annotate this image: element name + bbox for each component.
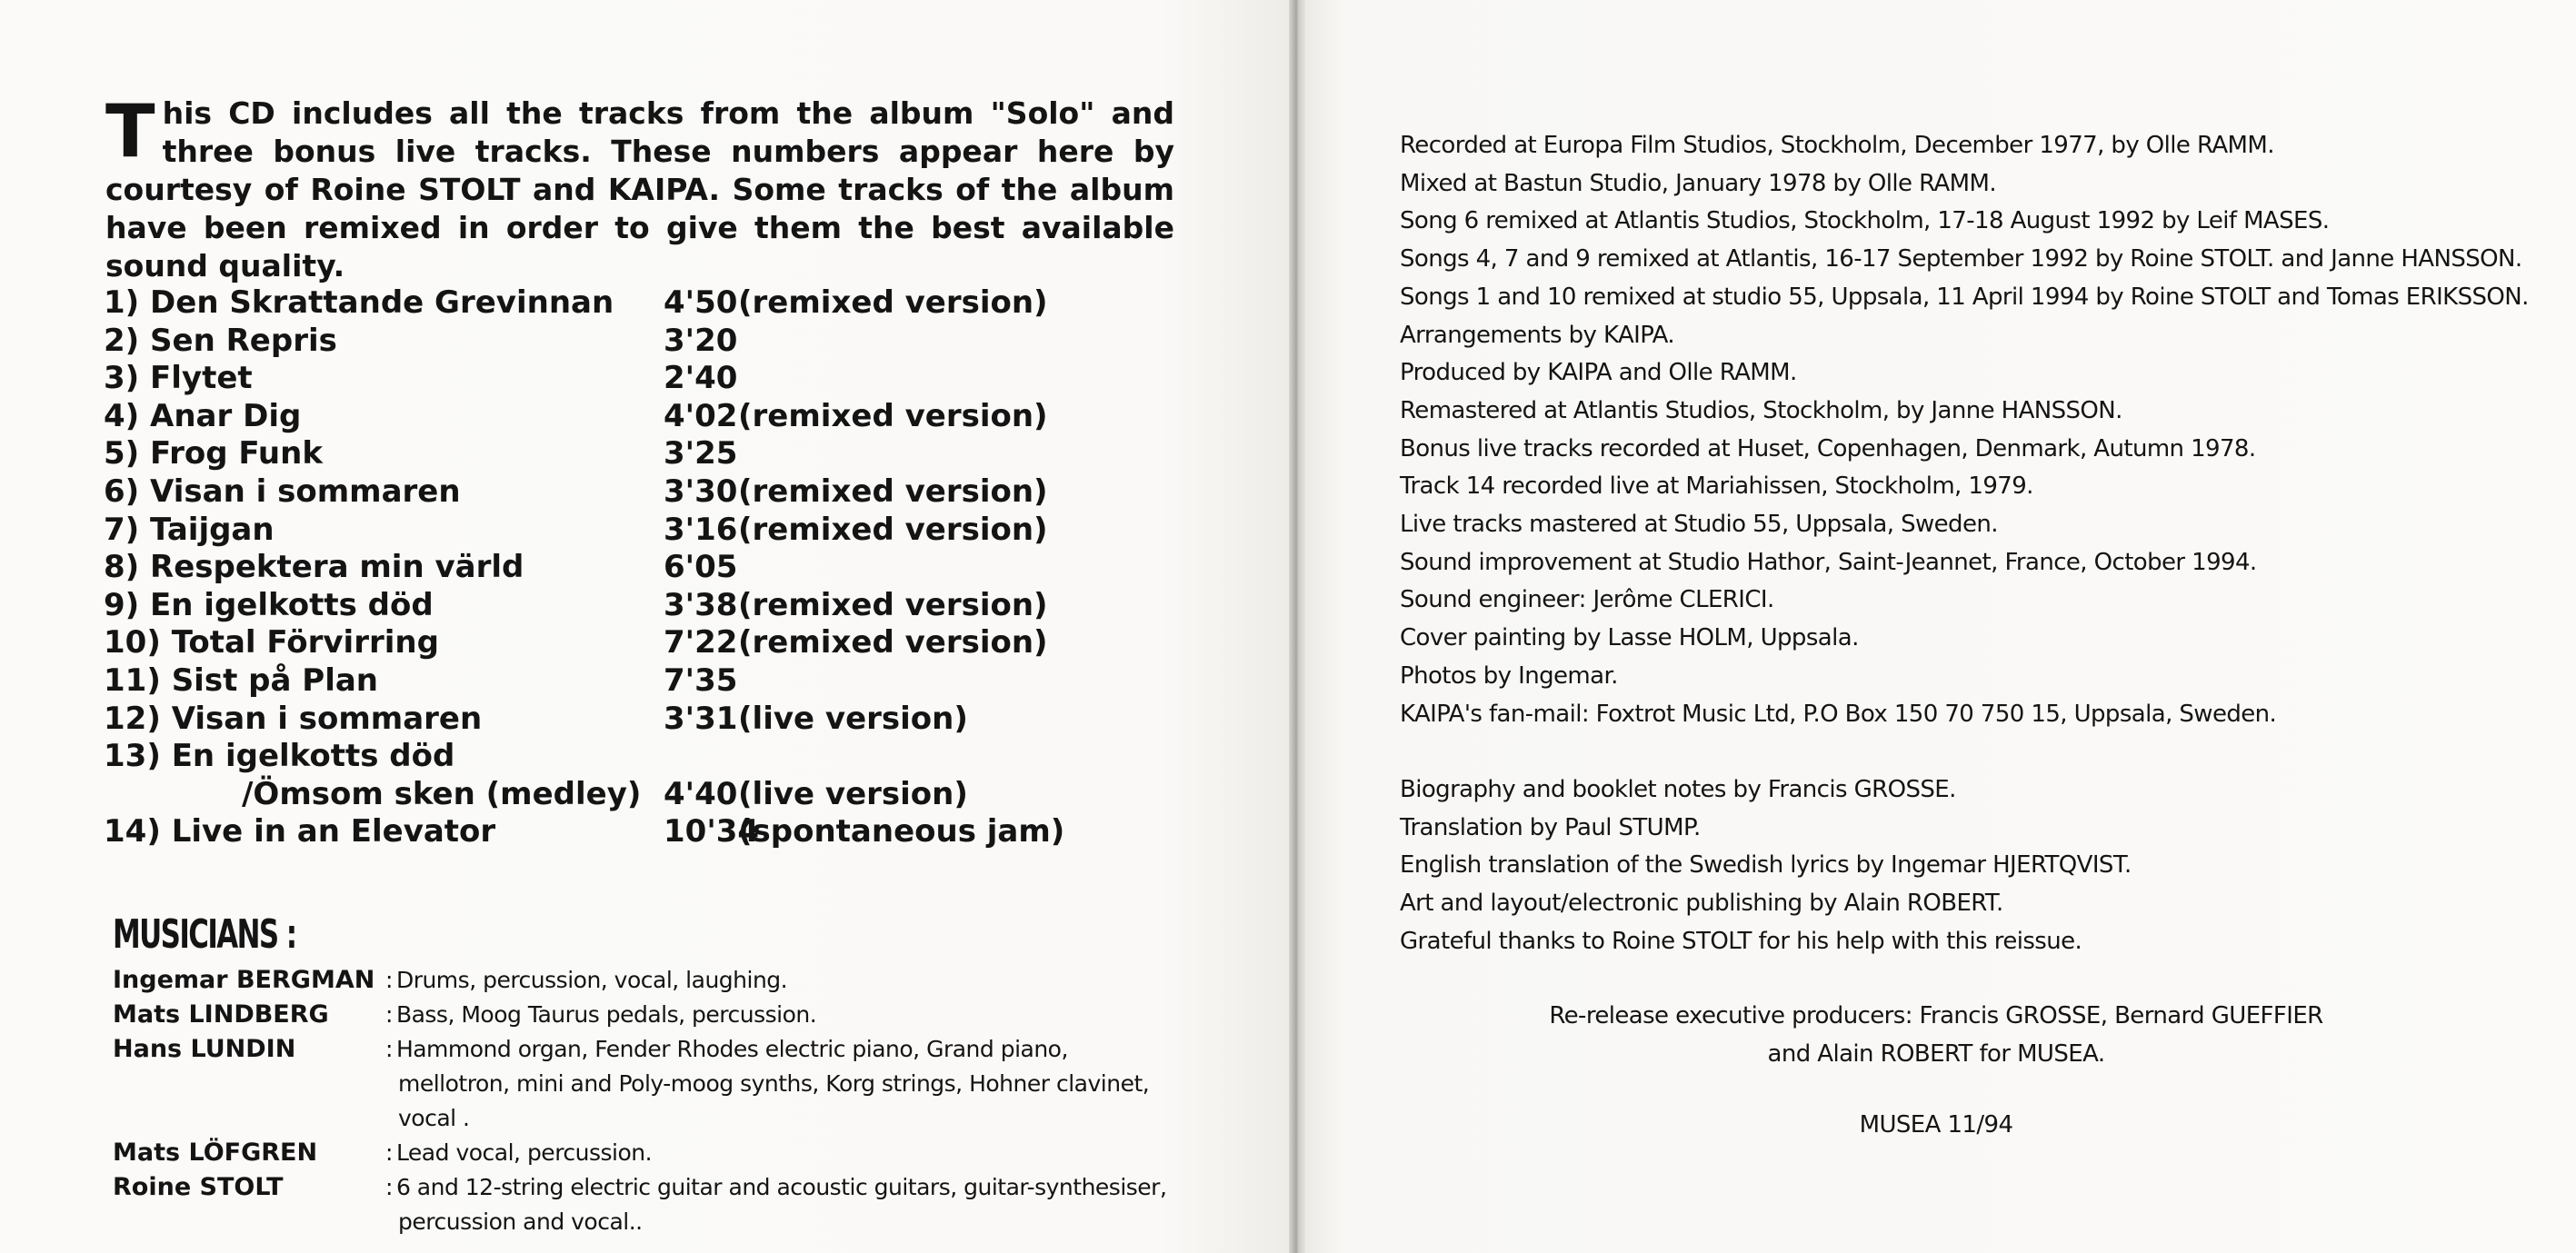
credit-line: Bonus live tracks recorded at Huset, Copenhagen, Denmark, Autumn 1978. — [1400, 434, 2256, 462]
track-time: 3'38 — [664, 586, 738, 623]
track-row — [104, 587, 1103, 625]
track-title: 2) Sen Repris — [104, 322, 337, 359]
track-time: 3'20 — [664, 322, 738, 359]
track-title: 3) Flytet — [104, 360, 253, 397]
track-time: 2'40 — [664, 360, 738, 397]
track-time: 3'16 — [664, 511, 738, 548]
track-row — [104, 360, 1103, 398]
credit-line: English translation of the Swedish lyrics by Ingemar HJERTQVIST. — [1400, 851, 2132, 880]
musician-row — [113, 998, 1203, 1032]
intro-text: his CD includes all the tracks from the album "Solo" and three bonus live tracks. These numbers appear here by courtesy of Roine STOLT and KAIPA. Some tracks of the album have been remixed in order to give them the best available sound quality. — [105, 95, 1174, 283]
producers-line-2: and Alain ROBERT for MUSEA. — [1767, 1039, 2105, 1068]
track-list — [104, 284, 1103, 851]
track-note: (remixed version) — [738, 586, 1048, 623]
track-title: 7) Taijgan — [104, 511, 275, 548]
track-time: 3'30 — [664, 472, 738, 510]
credit-line: Photos by Ingemar. — [1400, 661, 1618, 690]
musician-role: : Lead vocal, percussion. — [385, 1139, 653, 1166]
track-title: 14) Live in an Elevator — [104, 813, 496, 850]
credit-line: Track 14 recorded live at Mariahissen, Stockholm, 1979. — [1400, 472, 2033, 501]
track-time: 3'25 — [664, 435, 738, 472]
musician-role: : Drums, percussion, vocal, laughing. — [385, 967, 788, 993]
musician-row — [113, 1136, 1203, 1170]
intro-dropcap: T — [105, 89, 155, 174]
producers-line-1: Re-release executive producers: Francis GROSSE, Bernard GUEFFIER — [1549, 1002, 2323, 1029]
track-row — [104, 284, 1103, 323]
credit-line: Art and layout/electronic publishing by Alain ROBERT. — [1400, 890, 2003, 918]
track-row — [104, 323, 1103, 361]
credit-line: Sound improvement at Studio Hathor, Saint-Jeannet, France, October 1994. — [1400, 548, 2257, 576]
track-title: 1) Den Skrattande Grevinnan — [104, 284, 614, 321]
musician-role-text: Bass, Moog Taurus pedals, percussion. — [395, 1001, 817, 1028]
credit-line: Produced by KAIPA and Olle RAMM. — [1400, 359, 1797, 387]
track-note: (spontaneous jam) — [738, 813, 1065, 850]
musician-row — [113, 1170, 1203, 1239]
intro-paragraph — [105, 89, 1174, 285]
musician-row — [113, 1032, 1203, 1136]
credit-line: Translation by Paul STUMP. — [1400, 813, 1701, 841]
credit-line: Cover painting by Lasse HOLM, Uppsala. — [1400, 624, 1859, 652]
musician-role-continued: mellotron, mini and Poly-moog synths, Korg strings, Hohner clavinet, vocal . — [398, 1070, 1150, 1131]
credit-line: Song 6 remixed at Atlantis Studios, Stockholm, 17-18 August 1992 by Leif MASES. — [1400, 207, 2330, 235]
musicians-list — [113, 963, 1203, 1239]
track-note: (remixed version) — [738, 511, 1048, 548]
track-title: 5) Frog Funk — [104, 435, 323, 472]
track-note: (remixed version) — [738, 284, 1048, 321]
track-title: 11) Sist på Plan — [104, 661, 378, 699]
musician-role: : Hammond organ, Fender Rhodes electric piano, Grand piano, — [385, 1036, 1068, 1062]
track-title: 13) En igelkotts död — [104, 738, 455, 775]
track-row — [104, 776, 1103, 814]
musician-name: Hans LUNDIN — [113, 1035, 296, 1063]
track-note: (remixed version) — [738, 397, 1048, 434]
musician-role-text: Hammond organ, Fender Rhodes electric piano, Grand piano, — [395, 1036, 1068, 1062]
musician-role: : 6 and 12-string electric guitar and acoustic guitars, guitar-synthesiser, — [385, 1174, 1167, 1200]
track-title: /Ömsom sken (medley) — [242, 775, 642, 812]
track-row — [104, 738, 1103, 776]
credit-line: Remastered at Atlantis Studios, Stockholm, by Janne HANSSON. — [1400, 396, 2122, 424]
credit-line: Biography and booklet notes by Francis GROSSE. — [1400, 775, 1956, 803]
track-title: 12) Visan i sommaren — [104, 700, 483, 737]
track-title: 9) En igelkotts död — [104, 586, 434, 623]
track-time: 4'40 — [664, 775, 738, 812]
credit-line: KAIPA's fan-mail: Foxtrot Music Ltd, P.O Box 150 70 750 15, Uppsala, Sweden. — [1400, 700, 2277, 728]
booklet-spine — [1289, 0, 1305, 1253]
track-row — [104, 813, 1103, 851]
musician-role-continued: percussion and vocal.. — [398, 1208, 643, 1235]
credit-line: Songs 1 and 10 remixed at studio 55, Uppsala, 11 April 1994 by Roine STOLT and Tomas ERIKSSON. — [1400, 283, 2529, 311]
track-time: 3'31 — [664, 700, 738, 737]
track-row — [104, 549, 1103, 587]
credit-line: Arrangements by KAIPA. — [1400, 321, 1675, 349]
musician-role-text: Lead vocal, percussion. — [395, 1139, 653, 1166]
track-note: (remixed version) — [738, 472, 1048, 510]
track-title: 8) Respektera min värld — [104, 549, 524, 586]
track-title: 4) Anar Dig — [104, 397, 302, 434]
producers-credit — [1482, 998, 2391, 1073]
catalog-number: MUSEA 11/94 — [1859, 1111, 2013, 1139]
credits-spacer — [1400, 733, 2536, 771]
track-time: 7'35 — [664, 661, 738, 699]
track-time: 4'50 — [664, 284, 738, 321]
track-note: (live version) — [738, 700, 968, 737]
musician-row — [113, 963, 1203, 998]
track-row — [104, 473, 1103, 512]
track-note: (live version) — [738, 775, 968, 812]
track-row — [104, 662, 1103, 701]
track-time: 4'02 — [664, 397, 738, 434]
musicians-heading: MUSICIANS : — [113, 911, 296, 958]
track-title: 6) Visan i sommaren — [104, 472, 461, 510]
credit-line: Grateful thanks to Roine STOLT for his help with this reissue. — [1400, 927, 2082, 955]
track-time: 6'05 — [664, 549, 738, 586]
track-row — [104, 624, 1103, 662]
musician-role-text: Drums, percussion, vocal, laughing. — [395, 967, 788, 993]
credit-line: Mixed at Bastun Studio, January 1978 by Olle RAMM. — [1400, 169, 1996, 197]
musician-role: : Bass, Moog Taurus pedals, percussion. — [385, 1001, 817, 1028]
track-title: 10) Total Förvirring — [104, 624, 439, 661]
track-time: 7'22 — [664, 624, 738, 661]
credit-line: Recorded at Europa Film Studios, Stockholm, December 1977, by Olle RAMM. — [1400, 132, 2274, 159]
track-row — [104, 435, 1103, 473]
musician-name: Roine STOLT — [113, 1173, 284, 1201]
track-time: 10'34 — [664, 813, 760, 850]
track-row — [104, 512, 1103, 550]
track-note: (remixed version) — [738, 624, 1048, 661]
musician-name: Mats LINDBERG — [113, 1000, 329, 1029]
musician-name: Ingemar BERGMAN — [113, 966, 375, 994]
track-row — [104, 701, 1103, 739]
musician-role-text: 6 and 12-string electric guitar and acoustic guitars, guitar-synthesiser, — [395, 1174, 1167, 1200]
credit-line: Live tracks mastered at Studio 55, Uppsala, Sweden. — [1400, 511, 1998, 539]
musician-name: Mats LÖFGREN — [113, 1139, 318, 1167]
track-row — [104, 398, 1103, 436]
credit-line: Sound engineer: Jerôme CLERICI. — [1400, 586, 1774, 614]
credit-line: Songs 4, 7 and 9 remixed at Atlantis, 16-17 September 1992 by Roine STOLT. and Janne HANSSON. — [1400, 245, 2522, 273]
credits-list — [1400, 127, 2536, 960]
